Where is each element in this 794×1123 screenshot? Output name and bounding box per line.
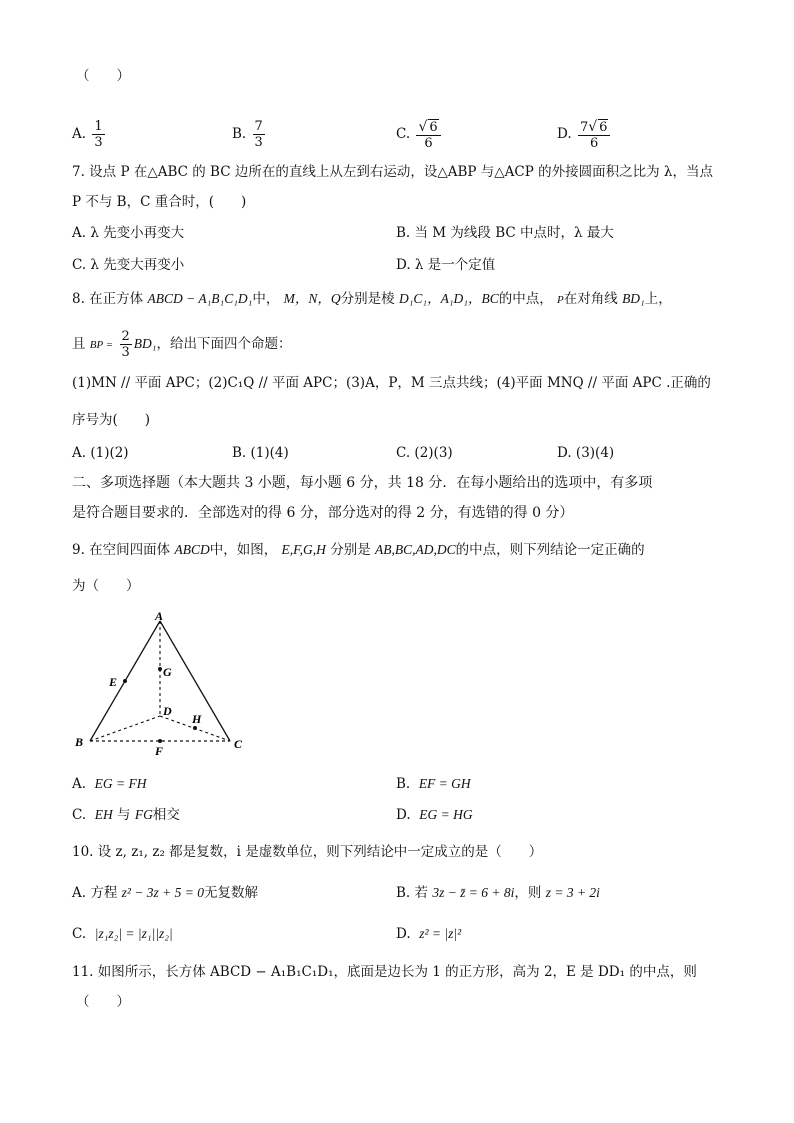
q6-b-den: 3 — [254, 135, 263, 150]
q8-text: 在对角线 — [563, 291, 618, 307]
q6-d-coef: 7 — [579, 119, 589, 135]
q9-b-expr: EF = GH — [418, 776, 471, 791]
q11-stem-line1: 11. 如图所示，长方体 ABCD − A₁B₁C₁D₁，底面是边长为 1 的正方形，高为 2，E 是 DD₁ 的中点，则 — [72, 964, 697, 980]
q11-stem-line2: （ ） — [76, 994, 130, 1010]
q9-text: 9. 在空间四面体 — [72, 542, 171, 558]
q10-b-text: ，则 — [514, 885, 542, 901]
q9-stem-line1 — [72, 541, 645, 559]
q10-a-text: 无复数解 — [204, 885, 259, 901]
edge-bd — [90, 716, 160, 741]
q8-fraction — [120, 329, 132, 360]
q8-frac-den: 3 — [121, 345, 130, 360]
q9-points: E,F,G,H — [281, 542, 326, 557]
q6-c-radicand: 6 — [429, 119, 438, 135]
q10-stem: 10. 设 z, z₁, z₂ 都是复数，i 是虚数单位，则下列结论中一定成立的是（ ） — [72, 844, 543, 860]
q8-text: 上， — [644, 291, 672, 307]
q7-option-c[interactable]: C. λ 先变大再变小 — [72, 257, 185, 273]
q9-c-text: 相交 — [152, 807, 180, 823]
q6-c-den: 6 — [424, 135, 433, 151]
label-b: B — [75, 735, 84, 749]
q10-c-equation: |z₁z₂| = |z₁||z₂| — [94, 926, 173, 941]
q8-option-a[interactable]: A. (1)(2) — [72, 445, 129, 461]
q6-paren: （ ） — [76, 68, 130, 84]
q8-stem-line2 — [72, 326, 292, 363]
q8-text: 中， — [252, 291, 280, 307]
q6-option-d[interactable] — [557, 114, 612, 154]
q9-text: 中，如图， — [209, 542, 278, 558]
q6-c-fraction — [416, 119, 440, 151]
q6-c-num — [416, 119, 440, 136]
q6-b-label: B. — [232, 126, 247, 142]
q6-a-den: 3 — [94, 135, 103, 150]
q8-text: 8. 在正方体 — [72, 291, 144, 307]
label-g: G — [163, 665, 172, 679]
q6-a-num: 1 — [94, 119, 103, 134]
q6-option-c[interactable] — [396, 114, 443, 154]
q9-b-label: B. — [396, 776, 411, 792]
label-h: H — [192, 712, 202, 726]
q9-option-a[interactable] — [72, 775, 147, 793]
q6-d-num — [578, 119, 610, 136]
q9-d-expr: EG = HG — [419, 807, 473, 822]
section2-heading-line1: 二、多项选择题（本大题共 3 小题，每小题 6 分，共 18 分．在每小题给出的选项中，有多项 — [72, 475, 653, 491]
q10-option-a[interactable] — [72, 884, 258, 902]
q10-d-equation: z² = |z|² — [419, 926, 462, 941]
q10-a-text: A. 方程 — [72, 885, 118, 901]
q8-text: 且 — [72, 336, 86, 352]
q8-diagonal: BD₁ — [622, 291, 645, 306]
q6-d-label: D. — [557, 126, 572, 142]
q10-c-label: C. — [72, 926, 87, 942]
q7-stem-line2: P 不与 B，C 重合时，( ) — [72, 194, 247, 210]
q10-option-b[interactable] — [396, 884, 600, 902]
q7-stem-line1: 7. 设点 P 在△ABC 的 BC 边所在的直线上从左到右运动，设△ABP 与△ACP 的外接圆面积之比为 λ，当点 — [72, 164, 713, 180]
q8-propositions: (1)MN // 平面 APC；(2)C₁Q // 平面 APC；(3)A，P，M 三点共线；(4)平面 MNQ // 平面 APC .正确的 — [72, 375, 711, 391]
label-d: D — [163, 704, 172, 718]
q6-b-fraction — [253, 119, 265, 150]
point-f — [158, 739, 162, 743]
point-g — [158, 667, 162, 671]
q9-a-label: A. — [72, 776, 87, 792]
q6-d-den: 6 — [590, 135, 599, 151]
q9-text: 分别是 — [330, 542, 371, 558]
q10-a-equation: z² − 3z + 5 = 0 — [121, 885, 205, 900]
q9-stem-line2: 为（ ） — [72, 578, 140, 594]
label-a: A — [155, 609, 164, 623]
q6-d-fraction — [578, 119, 610, 151]
q6-c-label: C. — [396, 126, 411, 142]
point-e — [123, 679, 127, 683]
q9-option-b[interactable] — [396, 775, 471, 793]
q9-c-expr1: EH — [94, 807, 113, 822]
q6-a-label: A. — [72, 126, 87, 142]
q8-edges: D₁C₁，A₁D₁，BC — [398, 291, 499, 306]
q6-a-fraction — [92, 119, 104, 150]
q8-option-d[interactable]: D. (3)(4) — [557, 445, 615, 461]
label-e: E — [109, 675, 118, 689]
q9-edges: AB,BC,AD,DC — [375, 542, 456, 557]
q8-stem-line1 — [72, 290, 672, 309]
q10-b-answer: z = 3 + 2i — [545, 885, 600, 900]
q8-point-p: P — [557, 294, 564, 306]
q8-points: M，N，Q — [283, 291, 341, 306]
q6-d-radicand: 6 — [599, 119, 608, 135]
q8-text: 分别是棱 — [340, 291, 395, 307]
q9-option-d[interactable] — [396, 806, 473, 824]
point-h — [193, 726, 197, 730]
q9-solid: ABCD — [174, 542, 210, 557]
q7-option-b[interactable]: B. 当 M 为线段 BC 中点时，λ 最大 — [396, 225, 614, 241]
q9-text: 的中点，则下列结论一定正确的 — [455, 542, 645, 558]
q10-b-text: B. 若 — [396, 885, 429, 901]
q7-option-d[interactable]: D. λ 是一个定值 — [396, 257, 496, 273]
q8-option-b[interactable]: B. (1)(4) — [232, 445, 289, 461]
q8-frac-num: 2 — [121, 329, 130, 344]
q10-option-d[interactable] — [396, 925, 461, 943]
q10-d-label: D. — [396, 926, 411, 942]
q9-d-label: D. — [396, 807, 411, 823]
sqrt-sign-icon: √ — [588, 118, 598, 135]
q6-option-a[interactable] — [72, 114, 107, 154]
q8-text: 的中点， — [498, 291, 553, 307]
label-f: F — [155, 744, 164, 758]
q6-b-num: 7 — [254, 119, 263, 134]
q10-option-c[interactable] — [72, 925, 173, 943]
q10-b-equation: 3z − z̄ = 6 + 8i — [432, 885, 515, 900]
q9-option-c[interactable] — [72, 806, 180, 824]
q8-text: ，给出下面四个命题： — [156, 336, 292, 352]
q8-option-c[interactable]: C. (2)(3) — [396, 445, 453, 461]
q9-c-label: C. — [72, 807, 87, 823]
q8-stem-line4: 序号为( ) — [72, 412, 151, 428]
q9-c-text: 与 — [117, 807, 131, 823]
tetrahedron-figure — [70, 605, 260, 765]
q6-option-b[interactable] — [232, 114, 267, 154]
q9-c-expr2: FG — [134, 807, 153, 822]
q7-option-a[interactable]: A. λ 先变小再变大 — [72, 225, 185, 241]
q9-a-expr: EG = FH — [94, 776, 147, 791]
sqrt-sign-icon: √ — [418, 118, 428, 135]
label-c: C — [234, 737, 243, 751]
q8-bp: BP = — [89, 339, 114, 351]
section2-heading-line2: 是符合题目要求的．全部选对的得 6 分，部分选对的得 2 分，有选错的得 0 分） — [72, 505, 574, 521]
q8-cube-name: ABCD − A₁B₁C₁D₁ — [147, 291, 253, 306]
q8-bd1: BD₁ — [133, 336, 157, 351]
